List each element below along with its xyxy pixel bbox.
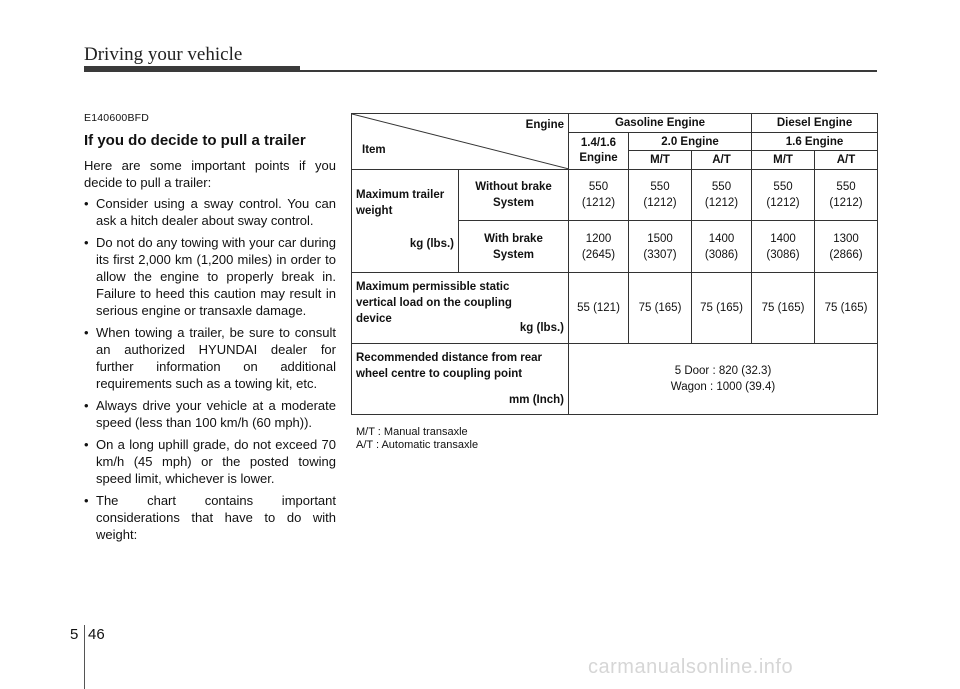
note-at: A/T : Automatic transaxle	[356, 439, 479, 451]
mt-header: M/T	[629, 151, 692, 169]
table-corner-header	[352, 114, 569, 170]
list-item	[84, 397, 336, 431]
list-item	[84, 324, 336, 392]
table-cell: 1300 (2866)	[815, 221, 878, 273]
page-header-title: Driving your vehicle	[84, 44, 243, 65]
bullet-text: Always drive your vehicle at a moderate speed (less than 100 km/h (60 mph)).	[96, 398, 336, 430]
bullet-text: On a long uphill grade, do not exceed 70 km/h (45 mph) or the posted towing speed limit, whichever is lower.	[96, 437, 336, 486]
table-cell: 550 (1212)	[692, 169, 752, 221]
table-cell: 1400 (3086)	[752, 221, 815, 273]
header-rule-thick	[84, 66, 300, 72]
list-item	[84, 195, 336, 229]
chapter-number: 5	[70, 626, 79, 643]
engine-20-header: 2.0 Engine	[629, 133, 752, 151]
section-title: If you do decide to pull a trailer	[84, 132, 306, 149]
engine-14-16-header: 1.4/1.6 Engine	[569, 133, 629, 169]
bullet-icon: •	[84, 235, 89, 250]
towing-table-wrapper	[351, 113, 877, 415]
table-cell: 55 (121)	[569, 273, 629, 344]
static-load-unit: kg (lbs.)	[519, 322, 564, 335]
bullet-text: The chart contains important considerations that have to do with weight:	[96, 493, 336, 542]
table-cell: 75 (165)	[629, 273, 692, 344]
max-trailer-weight-cell	[352, 169, 459, 272]
section-code: E140600BFD	[84, 112, 150, 124]
diesel-engine-header: Diesel Engine	[752, 114, 878, 133]
at-header: A/T	[692, 151, 752, 169]
page-number: 46	[88, 626, 105, 643]
distance-value-cell	[569, 344, 878, 415]
table-cell: 1200 (2645)	[569, 221, 629, 273]
table-cell: 75 (165)	[752, 273, 815, 344]
corner-item-label: Item	[362, 144, 386, 156]
corner-engine-label: Engine	[525, 119, 564, 131]
note-mt: M/T : Manual transaxle	[356, 426, 468, 438]
bullet-list	[84, 195, 336, 543]
bullet-icon: •	[84, 325, 89, 340]
header-rule-thin	[300, 70, 877, 72]
max-trailer-weight-label: Maximum trailer weight	[356, 188, 445, 217]
with-brake-label: With brake System	[459, 221, 569, 273]
table-row	[352, 273, 878, 344]
max-trailer-weight-unit: kg (lbs.)	[409, 237, 454, 250]
footer-divider	[84, 625, 85, 689]
gasoline-engine-header: Gasoline Engine	[569, 114, 752, 133]
table-row	[352, 344, 878, 415]
distance-value-5door: 5 Door : 820 (32.3)	[674, 365, 772, 377]
list-item	[84, 436, 336, 487]
distance-cell	[352, 344, 569, 415]
without-brake-label: Without brake System	[459, 169, 569, 221]
table-cell: 550 (1212)	[629, 169, 692, 221]
table-cell: 75 (165)	[692, 273, 752, 344]
bullet-text: Consider using a sway control. You can ask a hitch dealer about sway control.	[96, 196, 336, 228]
table-cell: 1400 (3086)	[692, 221, 752, 273]
bullet-text: When towing a trailer, be sure to consult an authorized HYUNDAI dealer for further information on additional requirements such as a towing kit, etc.	[96, 325, 336, 391]
table-cell: 550 (1212)	[815, 169, 878, 221]
table-cell: 550 (1212)	[569, 169, 629, 221]
list-item	[84, 234, 336, 319]
distance-value-wagon: Wagon : 1000 (39.4)	[670, 381, 776, 393]
distance-label: Recommended distance from rear wheel centre to coupling point	[356, 352, 542, 380]
distance-unit: mm (Inch)	[509, 394, 564, 406]
bullet-icon: •	[84, 437, 89, 452]
list-item	[84, 492, 336, 543]
static-load-label: Maximum permissible static vertical load on the coupling device	[356, 281, 512, 326]
watermark-text: carmanualsonline.info	[588, 656, 794, 678]
left-column	[84, 112, 336, 548]
towing-capacity-table	[351, 113, 878, 415]
engine-16-diesel-header: 1.6 Engine	[752, 133, 878, 151]
bullet-icon: •	[84, 398, 89, 413]
table-row	[352, 169, 878, 221]
mt-header: M/T	[752, 151, 815, 169]
static-load-cell	[352, 273, 569, 344]
bullet-icon: •	[84, 196, 89, 211]
table-cell: 1500 (3307)	[629, 221, 692, 273]
table-cell: 550 (1212)	[752, 169, 815, 221]
at-header: A/T	[815, 151, 878, 169]
table-notes	[356, 426, 478, 452]
bullet-text: Do not do any towing with your car during its first 2,000 km (1,200 miles) in order to allow the engine to properly break in. Failure to heed this caution may result in serious engine or transaxle damage.	[96, 235, 336, 318]
table-cell: 75 (165)	[815, 273, 878, 344]
bullet-icon: •	[84, 493, 89, 508]
intro-paragraph: Here are some important points if you decide to pull a trailer:	[84, 158, 336, 190]
